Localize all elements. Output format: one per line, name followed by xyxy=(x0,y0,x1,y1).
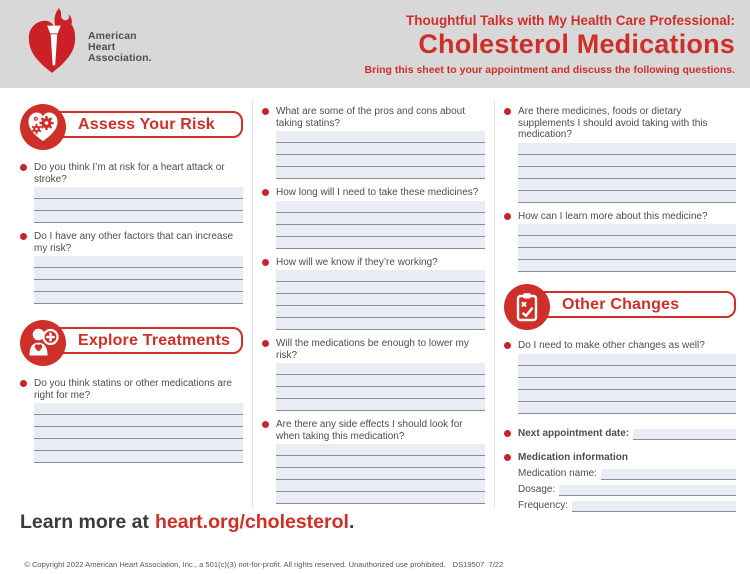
document-subtitle: Bring this sheet to your appointment and discuss the following questions. xyxy=(364,64,735,76)
field-frequency xyxy=(518,500,736,512)
answer-line xyxy=(276,399,485,411)
field-label: Dosage: xyxy=(518,483,556,495)
answer-line xyxy=(518,390,736,402)
answer-line xyxy=(276,306,485,318)
field-dosage xyxy=(518,484,736,496)
copyright-line xyxy=(20,551,503,569)
column-divider xyxy=(494,100,495,508)
answer-lines xyxy=(518,224,736,272)
question-how-know xyxy=(262,257,485,331)
write-in-line xyxy=(559,485,736,496)
question-text: Do I have any other factors that can increase my risk? xyxy=(34,231,233,254)
learn-more-period: . xyxy=(348,511,355,533)
answer-line xyxy=(276,387,485,399)
bullet-icon xyxy=(504,454,511,461)
field-label: Frequency: xyxy=(518,499,569,511)
answer-line xyxy=(276,131,485,143)
answer-lines xyxy=(518,143,736,203)
answer-line xyxy=(518,179,736,191)
answer-line xyxy=(276,375,485,387)
learn-more-text: Learn more at xyxy=(20,511,149,533)
answer-lines xyxy=(34,403,243,463)
answer-line xyxy=(34,268,243,280)
question-text: How will we know if they’re working? xyxy=(276,256,438,268)
answer-line xyxy=(34,451,243,463)
column-1 xyxy=(20,104,243,471)
write-in-line xyxy=(601,469,736,480)
answer-line xyxy=(276,456,485,468)
answer-line xyxy=(34,256,243,268)
clipboard-check-icon xyxy=(504,284,550,330)
field-medication-name xyxy=(518,468,736,480)
answer-line xyxy=(518,260,736,272)
answer-line xyxy=(276,213,485,225)
bullet-icon xyxy=(262,259,269,266)
question-text: Are there medicines, foods or dietary supplements I should avoid taking with this medication? xyxy=(518,106,708,140)
question-text: Do I need to make other changes as well? xyxy=(518,340,705,351)
section-title: Other Changes xyxy=(562,295,680,313)
column-3 xyxy=(504,106,736,512)
answer-line xyxy=(276,270,485,282)
answer-lines xyxy=(276,363,485,411)
question-risk-attack xyxy=(20,162,243,223)
answer-line xyxy=(518,167,736,179)
answer-line xyxy=(276,143,485,155)
document-code: DS19507 7/22 xyxy=(452,560,504,569)
answer-line xyxy=(276,363,485,375)
answer-line xyxy=(276,201,485,213)
question-text: Will the medications be enough to lower my risk? xyxy=(276,338,469,361)
answer-line xyxy=(518,143,736,155)
answer-lines xyxy=(276,270,485,330)
section-title: Explore Treatments xyxy=(78,331,231,349)
bullet-icon xyxy=(262,340,269,347)
brand-line: Heart xyxy=(88,41,116,53)
field-group-label: Medication information xyxy=(518,451,628,463)
answer-line xyxy=(34,403,243,415)
question-how-long xyxy=(262,187,485,249)
question-pros-cons xyxy=(262,106,485,179)
answer-line xyxy=(518,248,736,260)
answer-line xyxy=(276,294,485,306)
answer-line xyxy=(34,415,243,427)
copyright-text: © Copyright 2022 American Heart Association, Inc., a 501(c)(3) not-for-profit. All rights reserved. Unauthorized use prohibited. xyxy=(24,560,446,569)
answer-line xyxy=(518,224,736,236)
answer-lines xyxy=(276,444,485,504)
answer-lines xyxy=(34,187,243,223)
section-title: Assess Your Risk xyxy=(78,115,215,133)
answer-line xyxy=(34,187,243,199)
bullet-icon xyxy=(504,108,511,115)
answer-line xyxy=(518,236,736,248)
question-text: How long will I need to take these medicines? xyxy=(276,187,479,198)
bullet-icon xyxy=(20,164,27,171)
answer-line xyxy=(276,468,485,480)
answer-line xyxy=(276,492,485,504)
column-2 xyxy=(262,106,485,512)
column-divider xyxy=(252,100,253,508)
answer-line xyxy=(518,191,736,203)
question-side-effects xyxy=(262,419,485,504)
answer-line xyxy=(276,282,485,294)
bullet-icon xyxy=(262,108,269,115)
document-title: Cholesterol Medications xyxy=(418,29,735,59)
question-learn-medicine xyxy=(504,211,736,273)
person-plus-icon xyxy=(20,320,66,366)
answer-line xyxy=(276,155,485,167)
field-label: Next appointment date: xyxy=(518,427,630,439)
field-next-appointment xyxy=(504,428,736,440)
question-avoid-taking xyxy=(504,106,736,203)
answer-line xyxy=(34,280,243,292)
answer-line xyxy=(276,480,485,492)
question-text: Do you think statins or other medications are right for me? xyxy=(34,378,232,401)
brand-line: American xyxy=(88,30,137,42)
learn-more-line xyxy=(20,511,354,534)
answer-lines xyxy=(276,201,485,249)
answer-lines xyxy=(34,256,243,304)
cholesterol-link[interactable]: heart.org/cholesterol xyxy=(154,511,349,533)
write-in-line xyxy=(572,501,736,512)
question-text: Are there any side effects I should look for when taking this medication? xyxy=(276,419,463,442)
bullet-icon xyxy=(262,421,269,428)
header-band xyxy=(0,0,750,88)
answer-line xyxy=(34,292,243,304)
question-other-changes xyxy=(504,340,736,414)
answer-line xyxy=(276,167,485,179)
answer-line xyxy=(518,366,736,378)
answer-line xyxy=(276,225,485,237)
question-text: Do you think I’m at risk for a heart attack or stroke? xyxy=(34,162,225,185)
aha-heart-torch-icon xyxy=(24,7,80,79)
answer-line xyxy=(34,211,243,223)
field-group-medication-information xyxy=(504,452,736,512)
bullet-icon xyxy=(20,233,27,240)
question-other-factors xyxy=(20,231,243,304)
bullet-icon xyxy=(504,213,511,220)
badge-assess-your-risk xyxy=(20,104,243,150)
heart-gears-icon xyxy=(20,104,66,150)
bullet-icon xyxy=(20,380,27,387)
answer-line xyxy=(518,402,736,414)
bullet-icon xyxy=(262,189,269,196)
question-statins-right xyxy=(20,378,243,463)
header-titles xyxy=(365,13,735,76)
question-text: How can I learn more about this medicine? xyxy=(518,210,708,222)
brand-line: Association. xyxy=(88,52,152,64)
answer-lines xyxy=(276,131,485,179)
answer-line xyxy=(276,444,485,456)
document-kicker: Thoughtful Talks with My Health Care Professional: xyxy=(405,13,735,28)
answer-line xyxy=(34,439,243,451)
answer-line xyxy=(518,155,736,167)
answer-line xyxy=(276,237,485,249)
write-in-line xyxy=(633,429,736,440)
brand-name xyxy=(88,31,152,64)
answer-line xyxy=(518,354,736,366)
field-label: Medication name: xyxy=(518,467,597,479)
bullet-icon xyxy=(504,430,511,437)
answer-line xyxy=(34,427,243,439)
question-text: What are some of the pros and cons about taking statins? xyxy=(276,106,465,129)
answer-lines xyxy=(518,354,736,414)
badge-other-changes xyxy=(504,284,736,330)
answer-line xyxy=(276,318,485,330)
badge-explore-treatments xyxy=(20,320,243,366)
bullet-icon xyxy=(504,342,511,349)
answer-line xyxy=(34,199,243,211)
question-enough-lower xyxy=(262,338,485,411)
answer-line xyxy=(518,378,736,390)
